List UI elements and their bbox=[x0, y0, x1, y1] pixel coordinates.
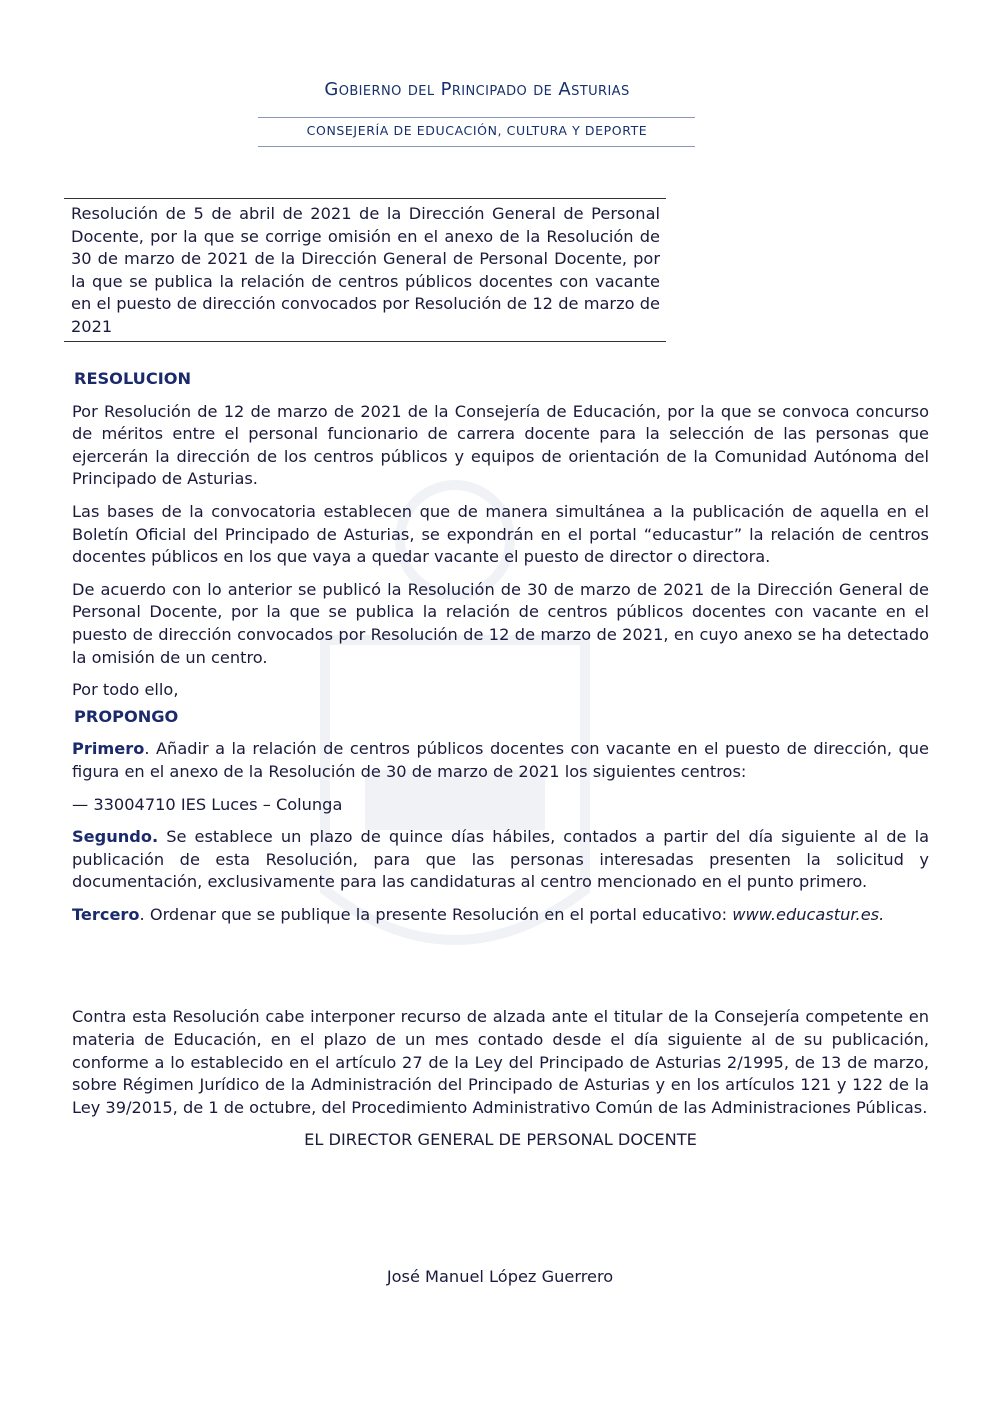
header-divider-top bbox=[258, 117, 695, 118]
department-name: CONSEJERÍA DE EDUCACIÓN, CULTURA Y DEPORTE bbox=[306, 123, 648, 138]
resolution-heading: RESOLUCION bbox=[74, 369, 192, 388]
signatory-name: José Manuel López Guerrero bbox=[386, 1267, 614, 1286]
header-divider-bottom bbox=[258, 146, 695, 147]
tercero-clause bbox=[72, 904, 929, 927]
paragraph-2: Las bases de la convocatoria establecen que de manera simultánea a la publicación de aquella en el Boletín Oficial del Principado de Asturias, se expondrán en el portal “educastur” la relación de centros docentes públicos en los que vaya a quedar vacante el puesto de director o directora. bbox=[72, 501, 929, 567]
paragraph-3: De acuerdo con lo anterior se publicó la Resolución de 30 de marzo de 2021 de la Dirección General de Personal Docente, por la que se publica la relación de centros públicos docentes con vacante en el puesto de dirección convocados por Resolución de 12 de marzo de 2021, en cuyo anexo se ha detectado la omisión de un centro. bbox=[72, 579, 929, 667]
document-body bbox=[72, 368, 929, 1162]
propongo-heading: PROPONGO bbox=[74, 706, 179, 726]
segundo-label: Segundo. bbox=[72, 827, 159, 847]
centro-item: — 33004710 IES Luces – Colunga bbox=[72, 794, 343, 814]
tercero-text: . Ordenar que se publique la presente Resolución en el portal educativo: bbox=[139, 904, 733, 924]
signature-title: EL DIRECTOR GENERAL DE PERSONAL DOCENTE bbox=[304, 1130, 697, 1150]
paragraph-1: Por Resolución de 12 de marzo de 2021 de la Consejería de Educación, por la que se convoca concurso de méritos entre el personal funcionario de carrera docente para la selección de las personas que ejercerán la dirección de los centros públicos y equipos de orientación de la Comunidad Autónoma del Principado de Asturias. bbox=[72, 401, 929, 489]
segundo-text: Se establece un plazo de quince días hábiles, contados a partir del día siguiente al de la publicación de esta Resolución, para que las personas interesadas presenten la solicitud y documentación, exclusivamente para las candidaturas al centro mencionado en el punto primero. bbox=[72, 827, 929, 892]
paragraph-4: Por todo ello, bbox=[72, 680, 179, 700]
segundo-clause bbox=[72, 826, 929, 894]
spacer bbox=[72, 936, 929, 998]
resolution-summary: Resolución de 5 de abril de 2021 de la Dirección General de Personal Docente, por la que se corrige omisión en el anexo de la Resolución de 30 de marzo de 2021 de la Dirección General de Personal Docente, por la que se publica la relación de centros públicos docentes con vacante en el puesto de dirección convocados por Resolución de 12 de marzo de 2021 bbox=[64, 198, 666, 342]
recurso-paragraph: Contra esta Resolución cabe interponer recurso de alzada ante el titular de la Consejería competente en materia de Educación, en el plazo de un mes contado desde el día siguiente al de su publicación, conforme a lo establecido en el artículo 27 de la Ley del Principado de Asturias 2/1995, de 13 de marzo, sobre Régimen Jurídico de la Administración del Principado de Asturias y en los artículos 121 y 122 de la Ley 39/2015, de 1 de octubre, del Procedimiento Administrativo Común de las Administraciones Públicas. bbox=[72, 1007, 929, 1117]
organization-name: Gobierno del Principado de Asturias bbox=[324, 79, 630, 100]
primero-text: . Añadir a la relación de centros públicos docentes con vacante en el puesto de dirección, que figura en el anexo de la Resolución de 30 de marzo de 2021 los siguientes centros: bbox=[72, 739, 929, 781]
educastur-link[interactable]: www.educastur.es. bbox=[732, 904, 885, 924]
primero-label: Primero bbox=[72, 739, 145, 759]
tercero-label: Tercero bbox=[72, 904, 140, 924]
primero-clause bbox=[72, 738, 929, 783]
